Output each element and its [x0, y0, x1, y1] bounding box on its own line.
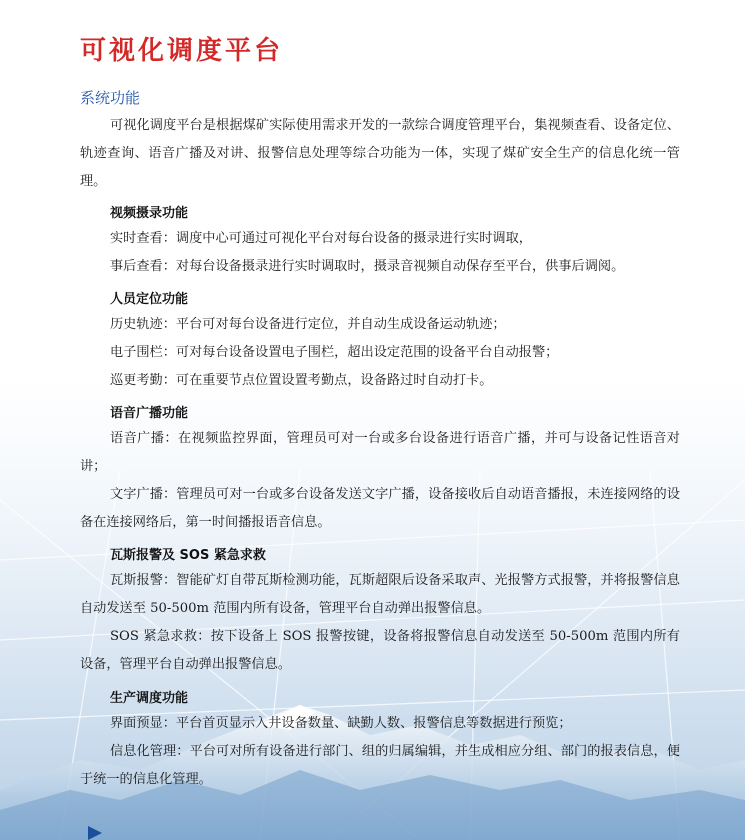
subheading-alarm: 瓦斯报警及 SOS 紧急求救 [110, 548, 266, 563]
page-title: 可视化调度平台 [80, 36, 284, 66]
location-fence-text: 电子围栏：可对每台设备设置电子围栏，超出设定范围的设备平台自动报警； [110, 345, 559, 360]
video-realtime-text: 实时查看：调度中心可通过可视化平台对每台设备的摄录进行实时调取， [110, 231, 532, 246]
subheading-production: 生产调度功能 [110, 691, 189, 706]
video-after-text: 事后查看：对每台设备摄录进行实时调取时，摄录音视频自动保存至平台，供事后调阅。 [110, 259, 625, 274]
intro-paragraph: 可视化调度平台是根据煤矿实际使用需求开发的一款综合调度管理平台，集视频查看、设备定位、轨迹查询、语音广播及对讲、报警信息处理等综合功能为一体，实现了煤矿安全生产的信息化统一管理。 [80, 118, 680, 189]
alarm-sos-text: SOS 紧急求救：按下设备上 SOS 报警按键，设备将报警信息自动发送至 50-500m 范围内所有设备，管理平台自动弹出报警信息。 [80, 629, 680, 672]
subheading-video: 视频摄录功能 [110, 206, 189, 221]
arrow-icon [88, 826, 102, 840]
section-heading: 系统功能 [80, 89, 141, 107]
subheading-location: 人员定位功能 [110, 292, 189, 307]
broadcast-text-text: 文字广播：管理员可对一台或多台设备发送文字广播，设备接收后自动语音播报，未连接网络的设备在连接网络后，第一时间播报语音信息。 [80, 487, 680, 530]
subheading-broadcast: 语音广播功能 [110, 406, 189, 421]
production-info-text: 信息化管理：平台可对所有设备进行部门、组的归属编辑，并生成相应分组、部门的报表信息，便于统一的信息化管理。 [80, 744, 680, 787]
broadcast-voice-text: 语音广播：在视频监控界面，管理员可对一台或多台设备进行语音广播，并可与设备记性语音对讲； [80, 431, 680, 474]
location-patrol-text: 巡更考勤：可在重要节点位置设置考勤点，设备路过时自动打卡。 [110, 373, 493, 388]
location-track-text: 历史轨迹：平台可对每台设备进行定位，并自动生成设备运动轨迹； [110, 317, 506, 332]
alarm-gas-text: 瓦斯报警：智能矿灯自带瓦斯检测功能，瓦斯超限后设备采取声、光报警方式报警，并将报警信息自动发送至 50-500m 范围内所有设备，管理平台自动弹出报警信息。 [80, 573, 680, 616]
production-preview-text: 界面预显：平台首页显示入井设备数量、缺勤人数、报警信息等数据进行预览； [110, 716, 572, 731]
